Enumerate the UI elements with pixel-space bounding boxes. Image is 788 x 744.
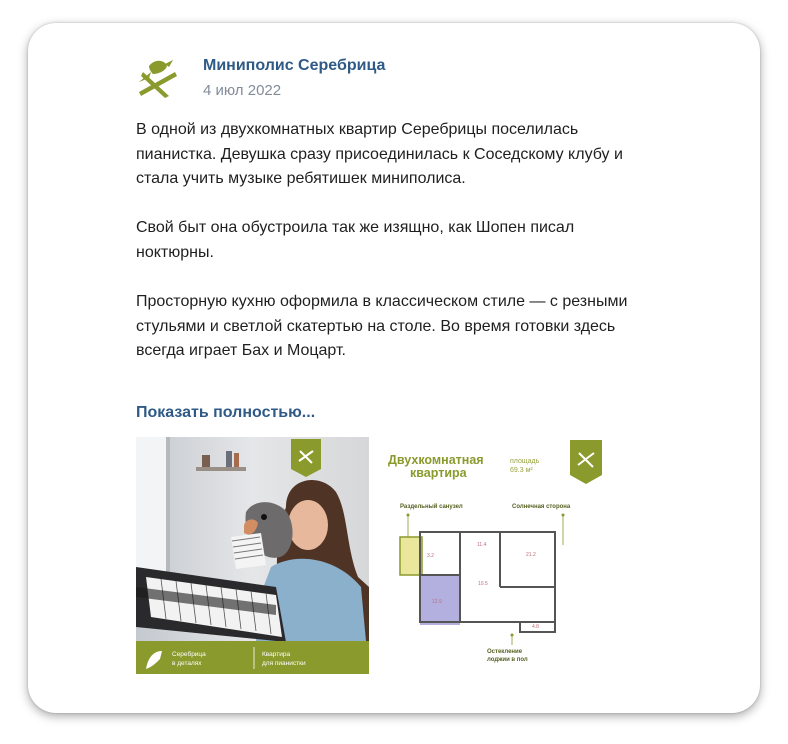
- room-area: 10.5: [478, 581, 488, 587]
- caption-right-2: для пианистки: [262, 660, 306, 667]
- woman-face: [288, 500, 328, 550]
- post-paragraph: Свой быт она обустроила так же изящно, как Шопен писал ноктюрны.: [136, 219, 575, 261]
- room-area: 4.8: [532, 624, 539, 630]
- caption-left-1: Серебрица: [172, 651, 206, 658]
- room-area: 3.2: [427, 553, 434, 559]
- bird-logo-icon: [139, 60, 177, 98]
- shelf: [196, 467, 246, 471]
- bird-eye: [261, 514, 267, 520]
- plan-label-glazing-1: Остекление: [487, 649, 523, 655]
- bathroom-highlight: [400, 537, 422, 575]
- plan-label-glazing-2: лоджии в пол: [487, 657, 528, 663]
- plan-brand-badge: [570, 440, 602, 484]
- plan-area-label: площадь: [510, 458, 540, 465]
- plan-title-1: Двухкомнатная: [388, 453, 484, 467]
- post-photo-pianist[interactable]: [136, 437, 369, 674]
- room-area: 21.2: [526, 552, 536, 558]
- caption-left-2: в деталях: [172, 660, 202, 667]
- room-area: 11.4: [477, 542, 487, 548]
- avatar[interactable]: [131, 52, 183, 104]
- plan-label-sunny: Солнечная сторона: [512, 504, 571, 510]
- plan-title-2: квартира: [410, 466, 467, 480]
- shelf-item: [202, 455, 210, 467]
- caption-right-1: Квартира: [262, 651, 291, 658]
- post-photo-floorplan[interactable]: [380, 437, 613, 674]
- plan-area-value: 69.3 м²: [510, 467, 533, 474]
- show-more-link[interactable]: Показать полностью...: [136, 404, 316, 421]
- plan-label-bathroom: Раздельный санузел: [400, 504, 463, 510]
- author-name-link[interactable]: Миниполис Серебрица: [203, 57, 386, 74]
- shelf-item: [226, 451, 232, 467]
- photo-caption-bar: [136, 641, 369, 674]
- room-area: 12.9: [432, 599, 442, 605]
- post-paragraph: В одной из двухкомнатных квартир Серебрицы поселилась пианистка. Девушка сразу присоединилась к Соседскому клубу и стала учить музыке ребятишек миниполиса.: [136, 121, 623, 188]
- post-date[interactable]: 4 июл 2022: [203, 82, 282, 99]
- post-paragraph: Просторную кухню оформила в классическом стиле — с резными стульями и светлой скатертью на столе. Во время готовки здесь всегда играет Бах и Моцарт.: [136, 293, 628, 360]
- shelf-item: [234, 453, 239, 467]
- post-text: [136, 118, 636, 364]
